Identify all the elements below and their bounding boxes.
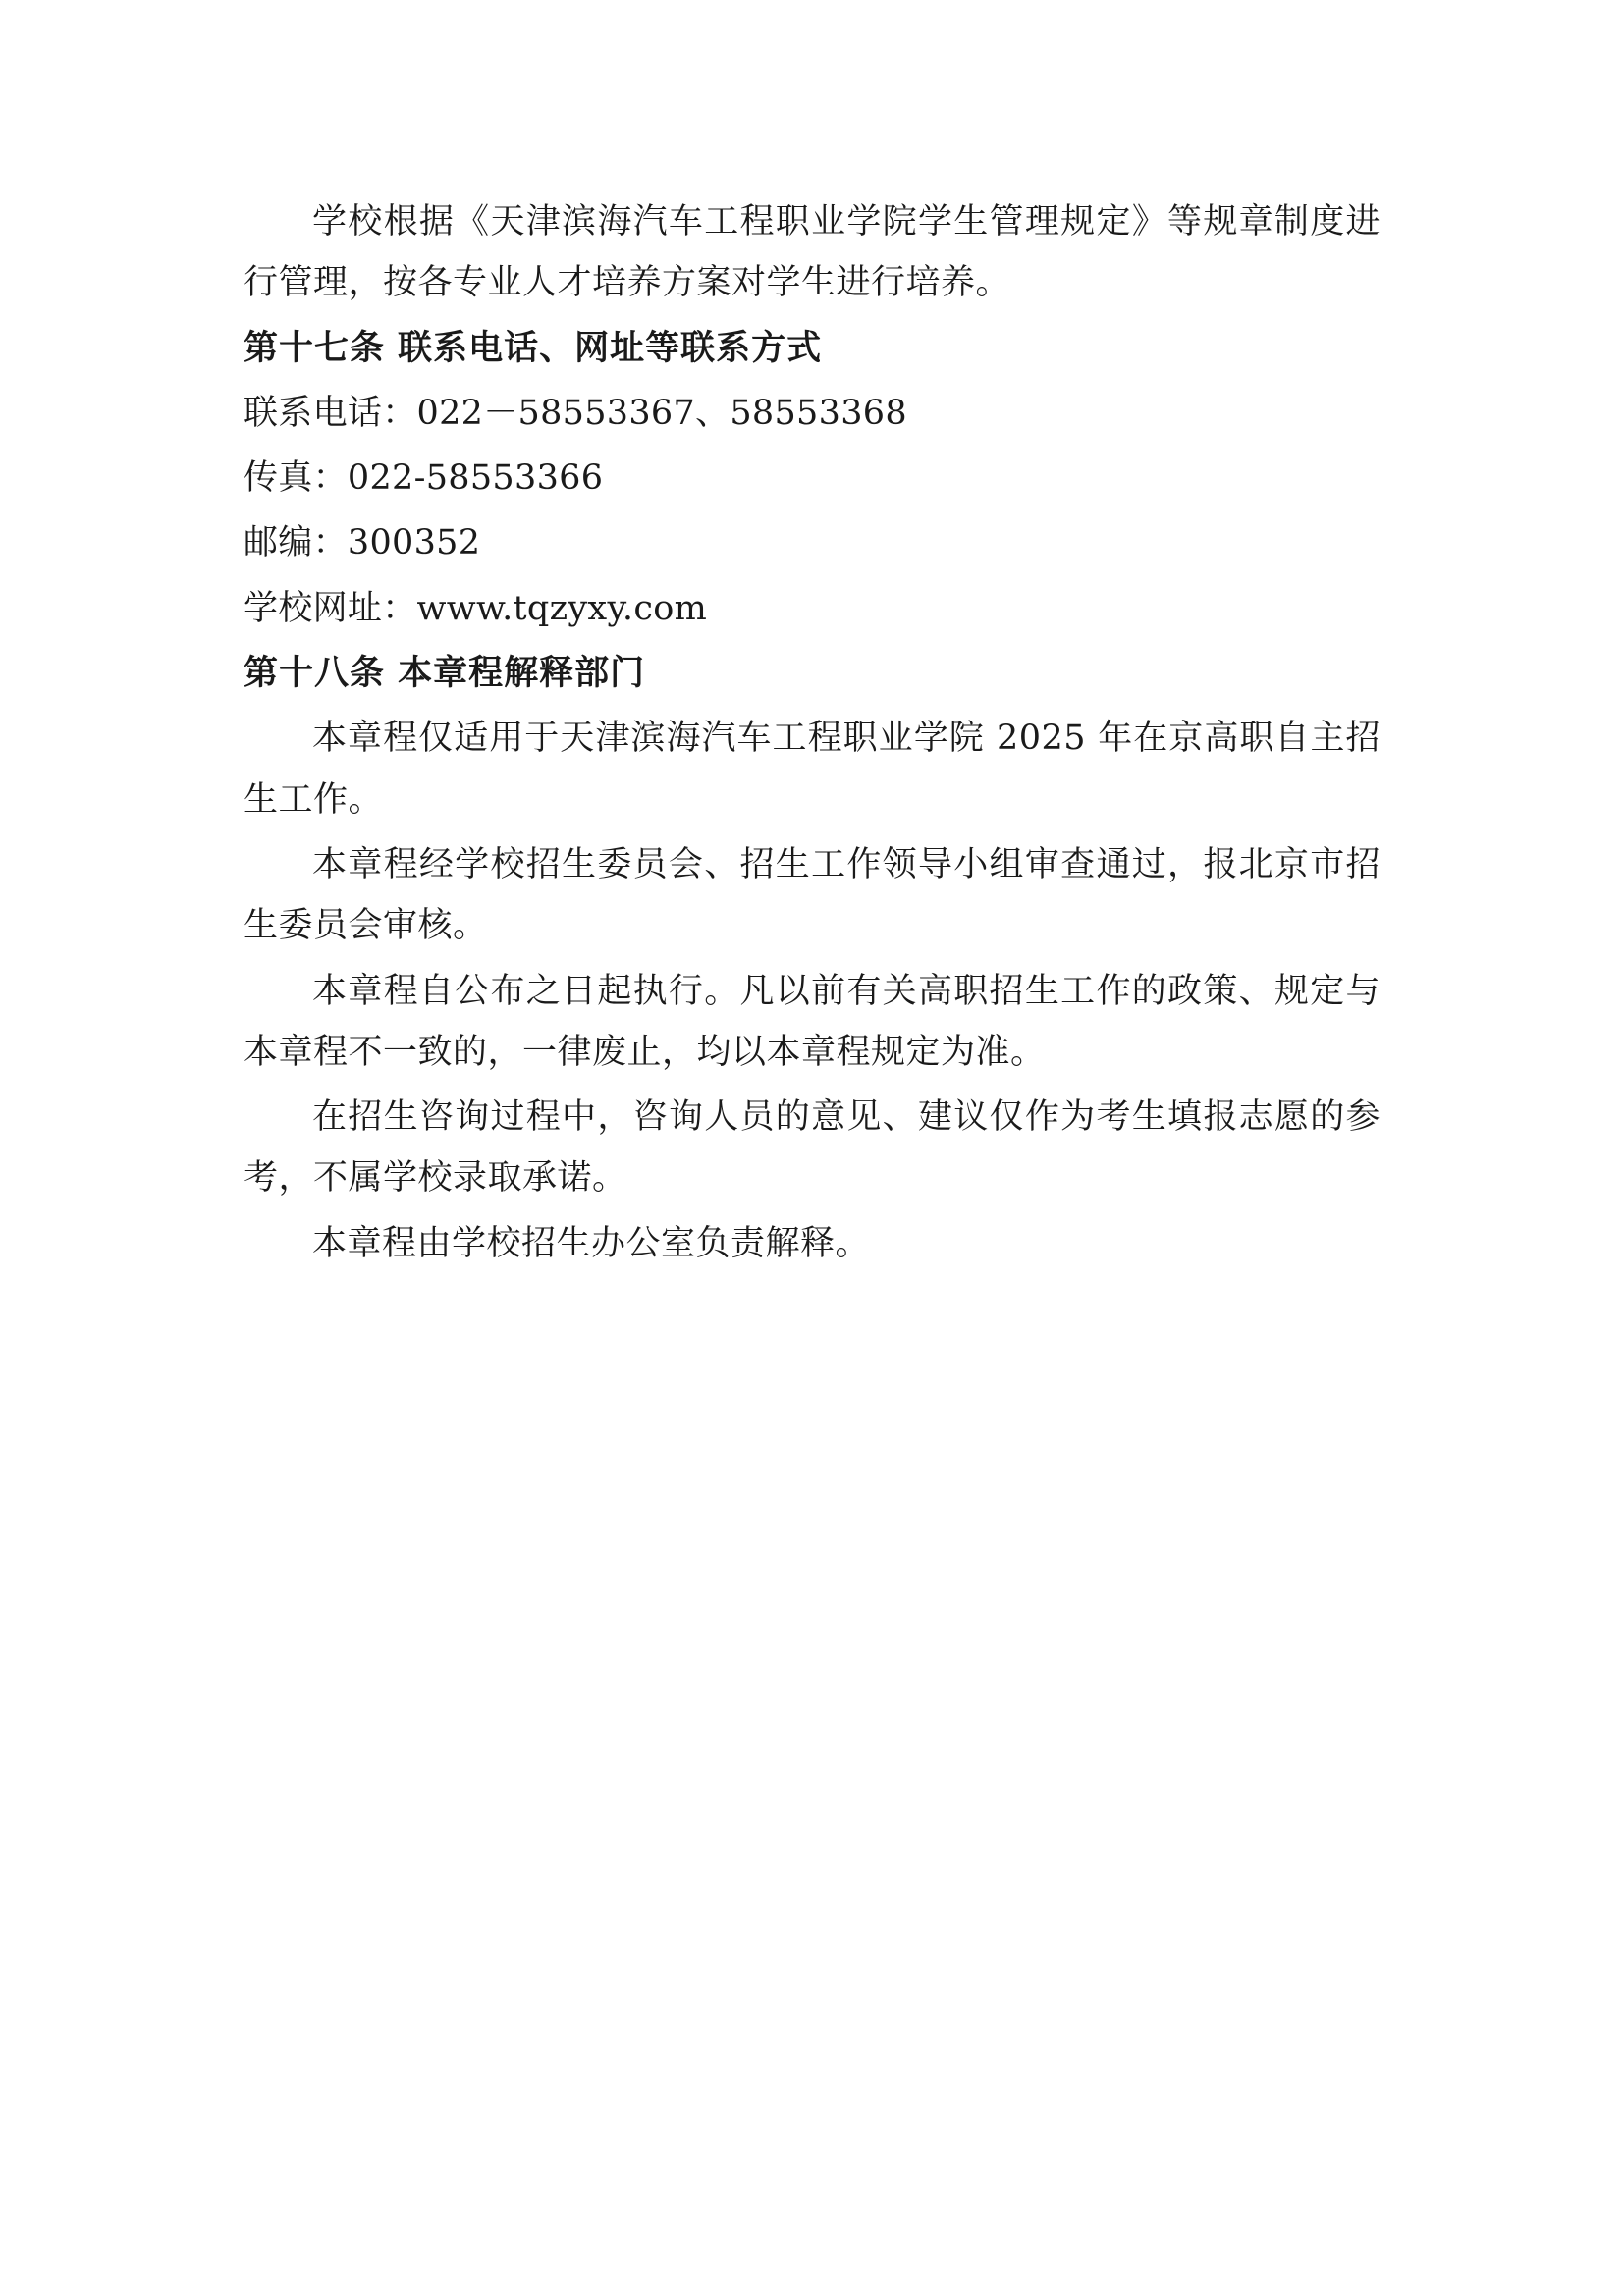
paragraph-contact-phone: 联系电话：022－58553367、58553368 — [244, 393, 907, 433]
paragraph-approval: 本章程经学校招生委员会、招生工作领导小组审查通过，报北京市招生委员会审核。 — [244, 844, 1380, 946]
paragraph-effective-date: 本章程自公布之日起执行。凡以前有关高职招生工作的政策、规定与本章程不一致的，一律废止，均以本章程规定为准。 — [244, 971, 1380, 1072]
heading-article-17: 第十七条 联系电话、网址等联系方式 — [244, 327, 823, 368]
paragraph-student-management: 学校根据《天津滨海汽车工程职业学院学生管理规定》等规章制度进行管理，按各专业人才培养方案对学生进行培养。 — [244, 202, 1380, 303]
paragraph-contact-website: 学校网址：www.tqzyxy.com — [244, 588, 708, 628]
paragraph-contact-fax: 传真：022-58553366 — [244, 458, 604, 499]
document-body — [244, 191, 1380, 1274]
paragraph-scope: 本章程仅适用于天津滨海汽车工程职业学院 2025 年在京高职自主招生工作。 — [244, 719, 1380, 820]
paragraph-interpretation-authority: 本章程由学校招生办公室负责解释。 — [312, 1223, 871, 1263]
paragraph-contact-postcode: 邮编：300352 — [244, 523, 481, 563]
paragraph-consultation-notice: 在招生咨询过程中，咨询人员的意见、建议仅作为考生填报志愿的参考，不属学校录取承诺。 — [244, 1097, 1380, 1199]
heading-article-18: 第十八条 本章程解释部门 — [244, 653, 646, 694]
